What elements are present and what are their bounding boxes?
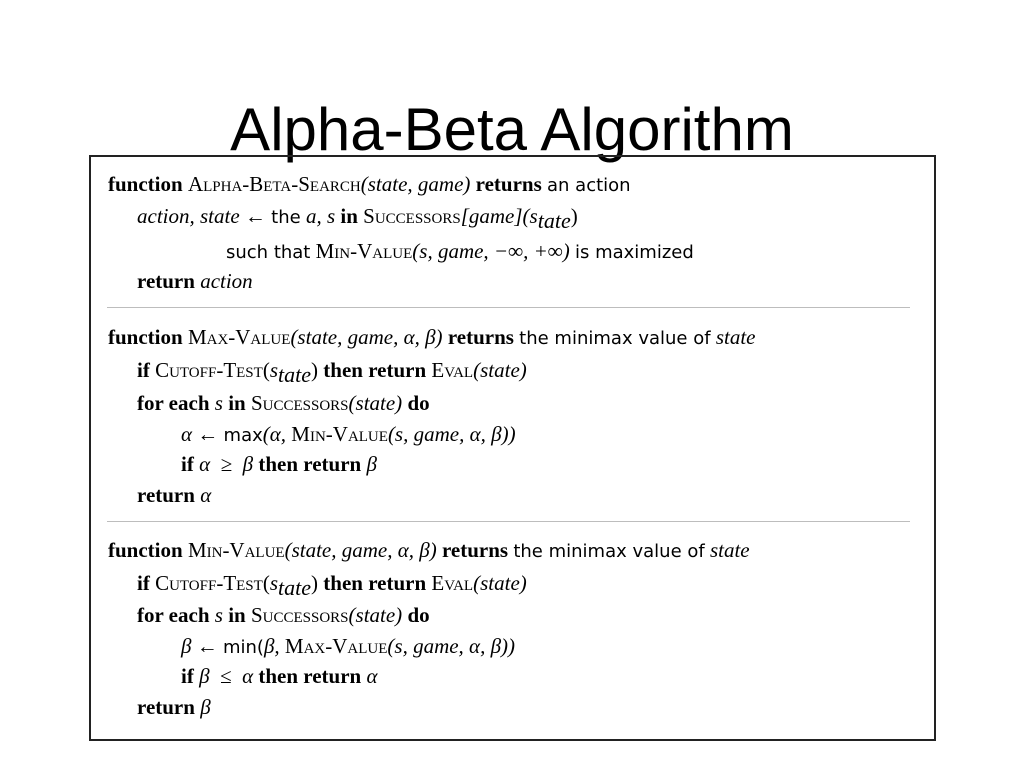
keyword-do: do — [407, 391, 430, 415]
return-description: the minimax value of — [513, 541, 705, 562]
max-value-args: (s, game, α, β)) — [387, 634, 516, 658]
word-the: the — [271, 207, 301, 228]
tate-subscript: tate — [278, 575, 312, 600]
close-paren: ) — [570, 204, 578, 228]
max-open: (α, — [262, 422, 287, 446]
loop-var: s — [214, 391, 223, 415]
min-value-fn: Min-Value — [315, 239, 413, 263]
keyword-then-return: then return — [258, 664, 362, 688]
alpha-beta-search-header — [108, 171, 631, 199]
assign-arrow: ← — [196, 634, 218, 658]
such-that: such that — [226, 242, 311, 263]
min-value-args: (s, game, α, β)) — [387, 422, 516, 446]
max-value-update — [181, 421, 516, 449]
function-name: Max-Value — [187, 325, 291, 349]
keyword-function: function — [108, 538, 183, 562]
keyword-function: function — [108, 325, 183, 349]
min-value-prune — [181, 663, 377, 689]
assign-vars: action, state — [137, 204, 240, 228]
loop-var: s — [214, 603, 223, 627]
function-args: (state, game) — [360, 172, 471, 196]
section-divider — [107, 521, 910, 522]
algorithm-box — [89, 155, 936, 741]
prune-return-value: β — [366, 452, 377, 476]
close-paren: ) — [311, 571, 319, 595]
prune-condition: α ≥ β — [199, 452, 254, 476]
alpha-beta-search-return — [137, 268, 253, 294]
keyword-if: if — [137, 358, 150, 382]
successors-fn: Successors — [250, 603, 349, 627]
min-value-cutoff — [137, 570, 527, 600]
max-value-loop — [137, 390, 430, 416]
min-fn: min( — [222, 637, 264, 658]
cutoff-test-fn: Cutoff-Test — [155, 358, 263, 382]
open-paren: ( — [262, 358, 270, 382]
eval-fn: Eval — [431, 358, 474, 382]
keyword-return: return — [137, 269, 195, 293]
tate-subscript: tate — [537, 208, 571, 233]
return-value: action — [200, 269, 253, 293]
min-open: β, — [263, 634, 280, 658]
keyword-if: if — [181, 664, 194, 688]
successors-fn: Successors — [363, 204, 461, 228]
slide-title: Alpha-Beta Algorithm — [230, 96, 794, 164]
max-value-prune — [181, 451, 377, 477]
min-value-fn: Min-Value — [291, 422, 388, 446]
keyword-if: if — [181, 452, 194, 476]
max-value-fn: Max-Value — [284, 634, 388, 658]
section-divider — [107, 307, 910, 308]
keyword-function: function — [108, 172, 183, 196]
function-args: (state, game, α, β) — [284, 538, 437, 562]
keyword-returns: returns — [441, 538, 509, 562]
game-bracket: [game]( — [460, 204, 530, 228]
function-args: (state, game, α, β) — [290, 325, 443, 349]
eval-fn: Eval — [431, 571, 474, 595]
min-value-update — [181, 633, 515, 661]
alpha-beta-search-assign — [137, 203, 578, 231]
return-value: β — [200, 695, 211, 719]
open-paren: ( — [262, 571, 270, 595]
max-value-cutoff — [137, 357, 527, 387]
cutoff-test-fn: Cutoff-Test — [155, 571, 263, 595]
min-value-header — [108, 537, 750, 565]
keyword-return: return — [137, 695, 195, 719]
prune-condition: β ≤ α — [199, 664, 254, 688]
s-var: s — [529, 204, 538, 228]
successors-arg: (state) — [348, 391, 403, 415]
function-name: Min-Value — [187, 538, 285, 562]
beta-var: β — [181, 634, 192, 658]
return-description: the minimax value of — [519, 328, 711, 349]
eval-arg: (state) — [473, 358, 527, 382]
close-paren: ) — [311, 358, 319, 382]
keyword-then-return: then return — [323, 358, 427, 382]
s-var: s — [269, 358, 279, 382]
state-word: state — [709, 538, 750, 562]
prune-return-value: α — [366, 664, 378, 688]
min-value-return — [137, 694, 211, 720]
assign-arrow: ← — [244, 204, 266, 228]
keyword-in: in — [228, 603, 246, 627]
alpha-beta-search-condition — [226, 238, 694, 266]
alpha-var: α — [181, 422, 193, 446]
keyword-then-return: then return — [323, 571, 427, 595]
return-description: an action — [547, 175, 631, 196]
keyword-returns: returns — [447, 325, 514, 349]
keyword-if: if — [137, 571, 150, 595]
keyword-return: return — [137, 483, 195, 507]
state-word: state — [715, 325, 756, 349]
min-value-loop — [137, 602, 430, 628]
keyword-for-each: for each — [137, 603, 210, 627]
keyword-do: do — [407, 603, 430, 627]
function-name: Alpha-Beta-Search — [187, 172, 361, 196]
keyword-for-each: for each — [137, 391, 210, 415]
max-value-header — [108, 324, 755, 352]
successors-fn: Successors — [250, 391, 349, 415]
keyword-then-return: then return — [258, 452, 362, 476]
assign-arrow: ← — [197, 422, 219, 446]
min-value-args: (s, game, −∞, +∞) — [412, 239, 570, 263]
tate-subscript: tate — [278, 362, 312, 387]
return-value: α — [200, 483, 212, 507]
keyword-returns: returns — [475, 172, 542, 196]
successors-arg: (state) — [348, 603, 403, 627]
eval-arg: (state) — [473, 571, 527, 595]
s-var: s — [269, 571, 279, 595]
is-maximized: is maximized — [574, 242, 694, 263]
max-fn: max — [223, 425, 263, 446]
max-value-return — [137, 482, 211, 508]
pair-vars: a, s — [305, 204, 336, 228]
keyword-in: in — [340, 204, 358, 228]
keyword-in: in — [228, 391, 246, 415]
